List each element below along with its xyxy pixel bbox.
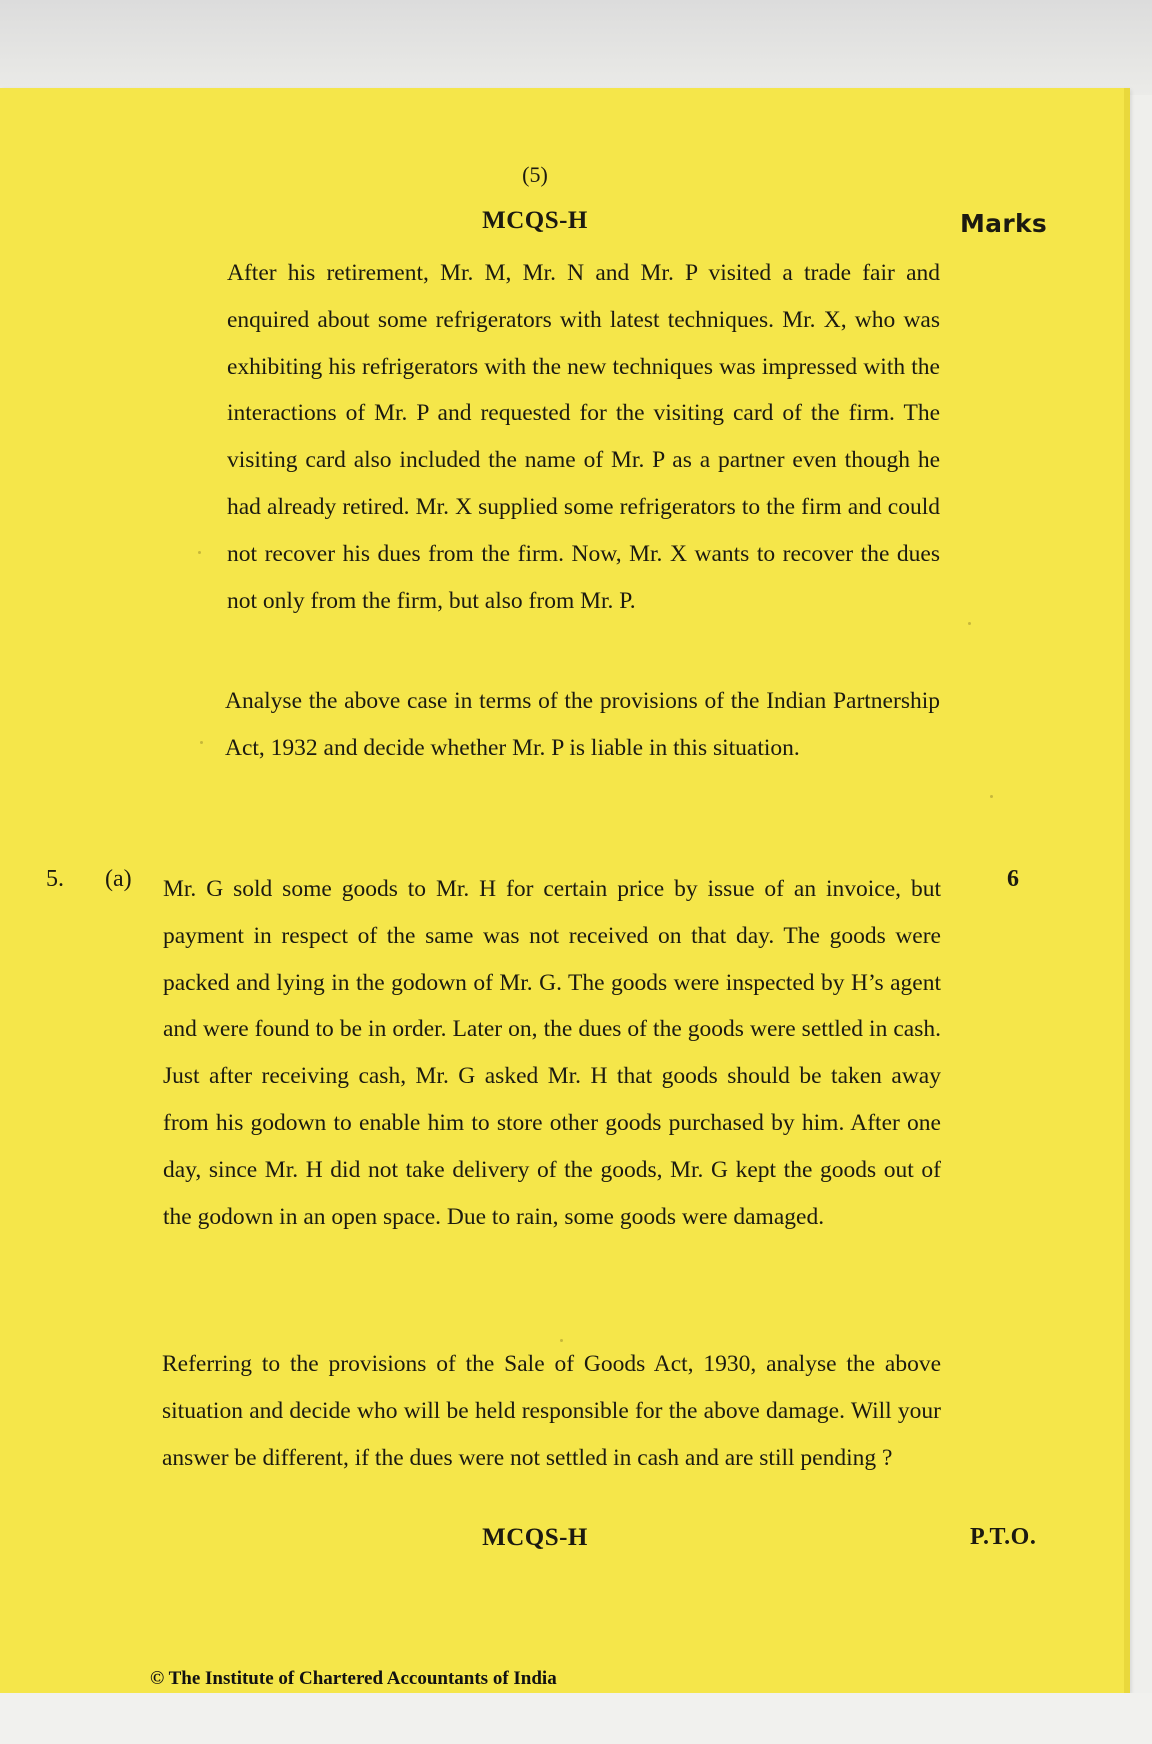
question-part: (a) bbox=[105, 866, 132, 892]
scan-speck bbox=[200, 741, 203, 744]
scan-bottom-margin bbox=[0, 1693, 1152, 1744]
scan-speck bbox=[198, 551, 201, 554]
paper-code-footer: MCQS-H bbox=[482, 1524, 588, 1551]
scan-top-margin bbox=[0, 0, 1152, 95]
case-study-question: Analyse the above case in terms of the provisions of the Indian Partnership Act, 1932 and decide whether Mr. P is liable in this situation. bbox=[225, 688, 940, 761]
page-number: (5) bbox=[522, 162, 548, 187]
please-turn-over: P.T.O. bbox=[970, 1524, 1037, 1550]
scan-speck bbox=[968, 622, 971, 625]
question-marks: 6 bbox=[1007, 866, 1019, 892]
question-number: 5. bbox=[46, 866, 64, 892]
page-edge bbox=[1124, 88, 1130, 1693]
marks-column-heading: Marks bbox=[960, 209, 1048, 238]
question-5a-text: Mr. G sold some goods to Mr. H for certain price by issue of an invoice, but payment in respect of the same was not received on that day. The goods were packed and lying in the godown of Mr. G. The goods were inspected by H’s agent and were found to be in order. Later on, the dues of the goods were settled in cash. Just after receiving cash, Mr. G asked Mr. H that goods should be taken away from his godown to enable him to store other goods purchased by him. After one day, since Mr. H did not take delivery of the goods, Mr. G kept the goods out of the godown in an open space. Due to rain, some goods were damaged. bbox=[163, 876, 941, 1230]
case-study-text: After his retirement, Mr. M, Mr. N and Mr. P visited a trade fair and enquired about some refrigerators with latest techniques. Mr. X, who was exhibiting his refrigerators with the new techniques was impressed with the interactions of Mr. P and requested for the visiting card of the firm. The visiting card also included the name of Mr. P as a partner even though he had already retired. Mr. X supplied some refrigerators to the firm and could not recover his dues from the firm. Now, Mr. X wants to recover the dues not only from the firm, but also from Mr. P. bbox=[227, 260, 940, 614]
scan-speck bbox=[990, 795, 993, 798]
question-5a-ask: Referring to the provisions of the Sale of Goods Act, 1930, analyse the above situation and decide who will be held responsible for the above damage. Will your answer be different, if the dues were not settled in cash and are still pending ? bbox=[162, 1351, 941, 1471]
copyright-notice: © The Institute of Chartered Accountants of India bbox=[150, 1668, 557, 1689]
paper-code-header: MCQS-H bbox=[482, 207, 588, 234]
